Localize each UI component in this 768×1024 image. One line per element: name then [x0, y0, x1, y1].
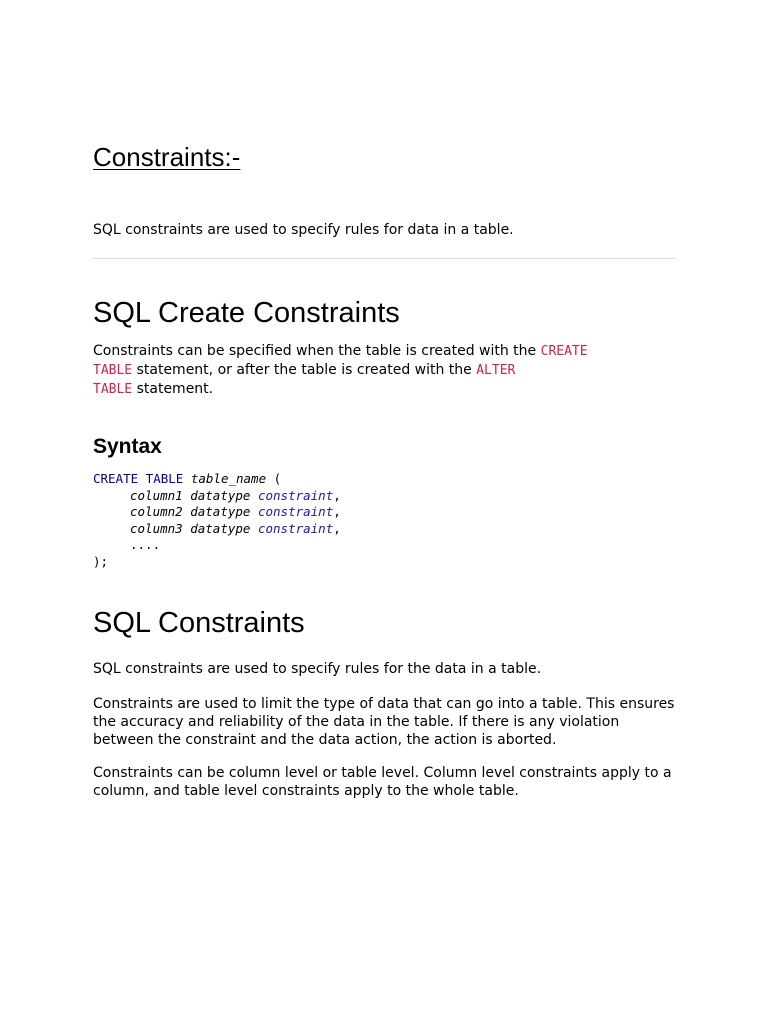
code-column: column1 [130, 487, 183, 503]
constraints-paragraph-3: Constraints can be column level or table level. Column level constraints apply to a column, and table level constraints apply to the whole table. [93, 765, 672, 799]
code-close: ); [93, 553, 109, 569]
paragraph-text: statement. [132, 381, 214, 397]
intro-text: SQL constraints are used to specify rules for data in a table. [93, 222, 514, 238]
sql-constraints-heading: SQL Constraints [93, 607, 305, 639]
page-title: Constraints:- [93, 142, 241, 172]
code-datatype: datatype [190, 504, 251, 519]
code-datatype: datatype [190, 520, 251, 536]
code-open-paren: ( [266, 471, 282, 486]
code-table-name: table_name [190, 471, 267, 486]
syntax-code-block [93, 471, 341, 570]
paragraph-text: Constraints can be specified when the table is created with the [93, 343, 541, 359]
code-ellipsis: .... [130, 537, 161, 552]
code-comma: , [333, 487, 341, 503]
code-constraint: constraint [257, 504, 334, 519]
paragraph-text: statement, or after the table is created with the [132, 362, 477, 378]
keyword-table: TABLE [93, 382, 133, 397]
constraints-paragraph-1: SQL constraints are used to specify rules for the data in a table. [93, 661, 542, 677]
code-keyword: CREATE TABLE [93, 471, 184, 486]
code-comma: , [333, 504, 341, 519]
syntax-heading: Syntax [93, 435, 162, 458]
code-datatype: datatype [190, 487, 251, 503]
horizontal-divider [93, 258, 675, 259]
keyword-create: CREATE [540, 344, 588, 359]
code-column: column3 [130, 520, 183, 536]
keyword-table: TABLE [93, 363, 133, 378]
create-constraints-heading: SQL Create Constraints [93, 297, 400, 329]
code-comma: , [333, 520, 341, 536]
create-constraints-paragraph [93, 342, 633, 399]
code-column: column2 [130, 504, 183, 519]
keyword-alter: ALTER [476, 363, 516, 378]
constraints-paragraph-2: Constraints are used to limit the type of data that can go into a table. This ensures the accuracy and reliability of the data in the table. If there is any violation between the constraint and the data action, the action is aborted. [93, 696, 675, 748]
code-constraint: constraint [257, 487, 334, 503]
code-constraint: constraint [257, 520, 334, 536]
